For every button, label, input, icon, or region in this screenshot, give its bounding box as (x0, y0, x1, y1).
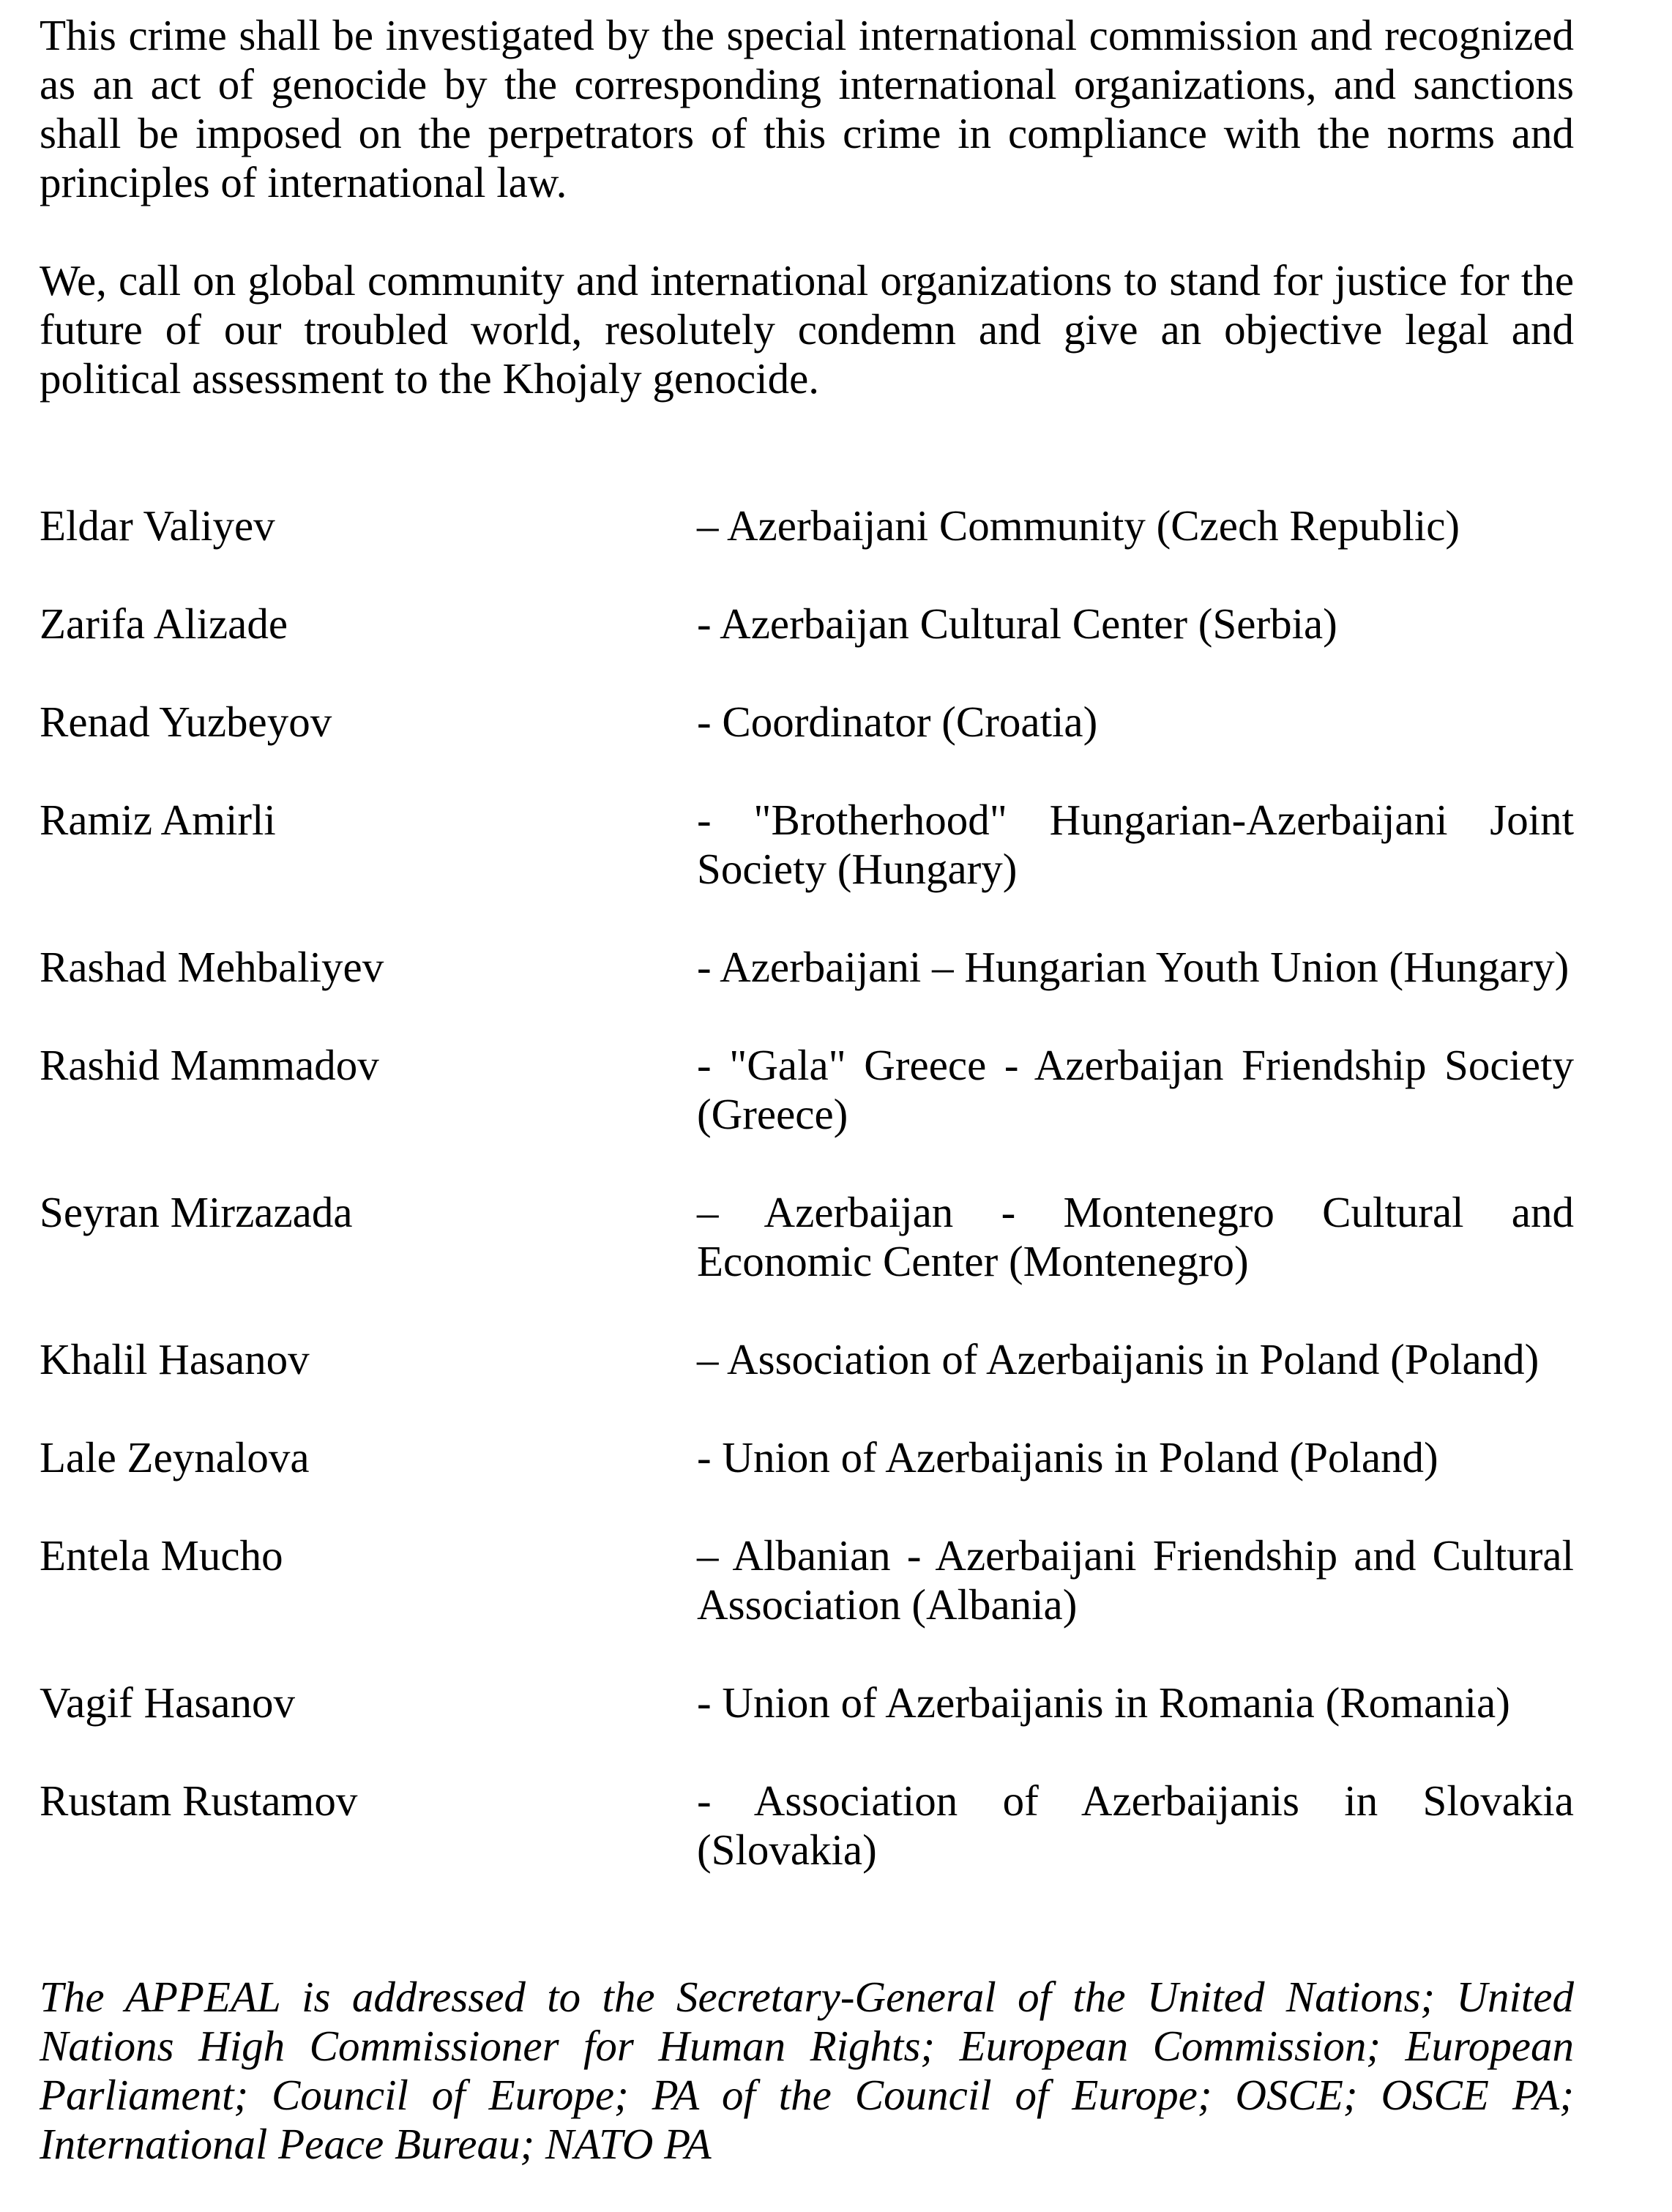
signatory-row (40, 698, 1574, 747)
paragraph-call-to-action: We, call on global community and international organizations to stand for justice for the future of our troubled world, resolutely condemn and give an objective legal and political assessment to the Khojaly genocide. (40, 256, 1574, 403)
signatory-name: Seyran Mirzazada (40, 1188, 353, 1236)
signatory-name: Vagif Hasanov (40, 1678, 295, 1727)
signatory-name: Ramiz Amirli (40, 796, 276, 844)
signatory-name: Rustam Rustamov (40, 1776, 358, 1825)
signatory-row (40, 1188, 1574, 1286)
signatory-organization: – Albanian - Azerbaijani Friendship and Cultural Association (Albania) (697, 1531, 1574, 1629)
signatory-organization: - Association of Azerbaijanis in Slovakia (Slovakia) (697, 1776, 1574, 1874)
signatory-name: Lale Zeynalova (40, 1433, 310, 1481)
signatory-row (40, 1678, 1574, 1727)
signatory-row (40, 1041, 1574, 1139)
document-page (40, 11, 1574, 2212)
signatory-name: Rashad Mehbaliyev (40, 943, 384, 991)
signatories-list (40, 501, 1574, 1875)
signatory-organization: - Coordinator (Croatia) (697, 698, 1098, 746)
signatory-name: Renad Yuzbeyov (40, 698, 332, 746)
signatory-name: Eldar Valiyev (40, 501, 275, 550)
signatory-row (40, 501, 1574, 550)
signatory-row (40, 796, 1574, 894)
signatory-row (40, 1531, 1574, 1629)
signatory-organization: - Azerbaijani – Hungarian Youth Union (Hungary) (697, 943, 1570, 991)
signatory-row (40, 1433, 1574, 1482)
signatory-organization: – Association of Azerbaijanis in Poland (Poland) (697, 1335, 1539, 1383)
signatory-organization: - "Brotherhood" Hungarian-Azerbaijani Joint Society (Hungary) (697, 796, 1574, 893)
appeal-addressees: The APPEAL is addressed to the Secretary-General of the United Nations; United Nations High Commissioner for Human Rights; European Commission; European Parliament; Council of Europe; PA of the Council of Europe; OSCE; OSCE PA; International Peace Bureau; NATO PA (40, 1973, 1574, 2168)
signatory-row (40, 1776, 1574, 1875)
signatory-organization: – Azerbaijani Community (Czech Republic) (697, 501, 1460, 550)
signatory-organization: - Union of Azerbaijanis in Poland (Poland) (697, 1433, 1438, 1481)
signatory-organization: - "Gala" Greece - Azerbaijan Friendship Society (Greece) (697, 1041, 1574, 1138)
signatory-row (40, 943, 1574, 992)
signatory-organization: – Azerbaijan - Montenegro Cultural and Economic Center (Montenegro) (697, 1188, 1574, 1285)
signatory-row (40, 1335, 1574, 1384)
paragraph-investigation: This crime shall be investigated by the special international commission and recognized as an act of genocide by the corresponding international organizations, and sanctions shall be imposed on the perpetrators of this crime in compliance with the norms and principles of international law. (40, 11, 1574, 206)
signatory-name: Entela Mucho (40, 1531, 283, 1580)
signatory-organization: - Azerbaijan Cultural Center (Serbia) (697, 599, 1337, 648)
signatory-organization: - Union of Azerbaijanis in Romania (Romania) (697, 1678, 1510, 1727)
signatory-name: Zarifa Alizade (40, 599, 288, 648)
signatory-name: Rashid Mammadov (40, 1041, 379, 1089)
signatory-name: Khalil Hasanov (40, 1335, 310, 1383)
signatory-row (40, 599, 1574, 649)
